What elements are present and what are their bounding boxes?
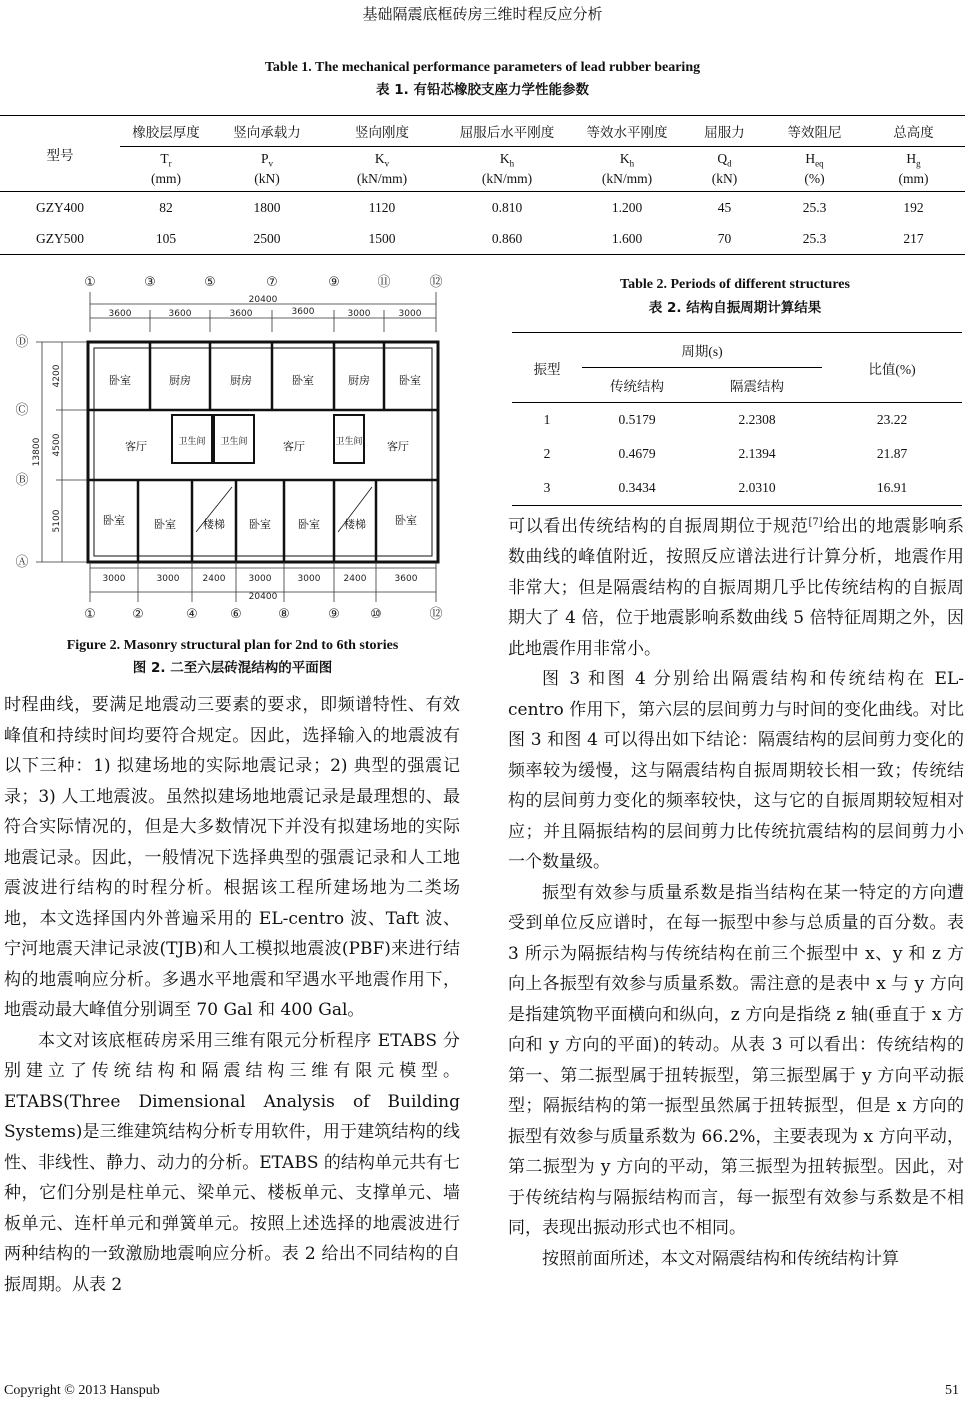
symbol-sub: v — [268, 158, 273, 169]
dim-label: 3000 — [102, 574, 126, 584]
axis-label: Ⓑ — [15, 473, 29, 488]
unit: (%) — [804, 171, 825, 187]
dim-label: 3000 — [248, 574, 272, 584]
table1-symbol-cell — [322, 147, 442, 192]
symbol: K — [619, 150, 630, 166]
dim-total: 13800 — [32, 437, 42, 467]
table-cell: 0.860 — [491, 230, 523, 246]
axis-label: Ⓐ — [15, 555, 29, 570]
table1-col-name: 等效水平刚度 — [586, 125, 668, 140]
axis-label: ② — [132, 607, 144, 622]
table-cell: 2.0310 — [738, 480, 776, 495]
dim-label: 3000 — [347, 309, 371, 319]
footer-page-number: 51 — [945, 1383, 959, 1398]
table-row — [0, 192, 965, 224]
paragraph: 按照前面所述，本文对隔震结构和传统结构计算 — [542, 1248, 899, 1269]
dim-label: 3000 — [398, 309, 422, 319]
symbol: Q — [717, 150, 728, 166]
table-cell: 25.3 — [802, 199, 827, 215]
symbol: K — [374, 150, 385, 166]
right-column-body — [508, 508, 964, 1274]
left-column-body — [4, 690, 460, 1300]
symbol-sub: d — [727, 158, 732, 169]
room-label: 卧室 — [154, 518, 176, 531]
unit: (kN/mm) — [356, 171, 408, 187]
axis-label: ⑫ — [429, 607, 443, 622]
unit: (mm) — [151, 171, 181, 187]
room-label: 客厅 — [283, 440, 305, 453]
table-cell: 2500 — [253, 230, 281, 246]
running-title: 基础隔震底框砖房三维时程反应分析 — [362, 5, 603, 23]
symbol-sub: r — [168, 158, 172, 169]
table-cell: 2.1394 — [738, 446, 776, 461]
symbol: K — [499, 150, 510, 166]
axis-label: ⑨ — [328, 607, 340, 622]
table-cell: 1120 — [368, 199, 396, 215]
table-row — [512, 471, 962, 506]
room-label: 卧室 — [298, 518, 320, 531]
table-cell: 70 — [717, 230, 732, 246]
symbol-sub: h — [509, 158, 515, 169]
table1-symbol-cell — [682, 147, 767, 192]
text-run: 给出的地震影响系数曲线的峰值附近，按照反应谱法进行计算分析，地震作用非常大；但是隔震结构的自振周期几乎比传统结构的自振周期大了 4 倍，位于地震影响系数曲线 5 倍特征周期之外，因此地震作用非常小。 — [508, 516, 965, 659]
room-label: 客厅 — [387, 440, 409, 453]
table-cell: 1800 — [253, 199, 281, 215]
table-cell: 1.200 — [611, 199, 643, 215]
symbol-sub: h — [629, 158, 635, 169]
paragraph: 时程曲线，要满足地震动三要素的要求，即频谱特性、有效峰值和持续时间均要符合规定。因此，选择输入的地震波有以下三种：1) 拟建场地的实际地震记录；2) 典型的强震记录；3) 人工地震波。虽然拟建场地地震记录是最理想的、最符合实际情况的，但是大多数情况下并没有拟建场地的实际地震记录。因此，一般情况下选择典型的强震记录和人工地震波进行结构的时程分析。根据该工程所建场地为二类场地，本文选择国内外普遍采用的 EL-centro 波、Taft 波、宁河地震天津记录波(TJB)和人工模拟地震波(PBF)来进行结构的地震响应分析。多遇水平地震和罕遇水平地震作用下，地震动最大峰值分别调至 70 Gal 和 400 Gal。 — [4, 695, 460, 1020]
table-cell: 0.810 — [491, 199, 523, 215]
axis-label: ⑥ — [230, 607, 242, 622]
dim-label: 3600 — [168, 309, 192, 319]
table-cell: 2.2308 — [738, 412, 776, 427]
room-label: 卧室 — [249, 518, 271, 531]
table2 — [512, 332, 962, 506]
table-row — [512, 437, 962, 471]
room-label: 楼梯 — [344, 518, 366, 531]
room-label: 厨房 — [169, 374, 191, 387]
symbol: T — [160, 150, 169, 166]
dim-total: 20400 — [248, 592, 278, 602]
citation-ref[interactable]: [7] — [808, 517, 823, 528]
table-cell: 45 — [717, 199, 732, 215]
axis-label: ① — [84, 275, 96, 290]
dim-total: 20400 — [248, 295, 278, 305]
table-cell: 0.5179 — [618, 412, 656, 427]
unit: (kN) — [711, 171, 738, 187]
table-cell: 3 — [543, 480, 551, 495]
table-cell: 0.3434 — [618, 480, 656, 495]
symbol: P — [260, 150, 269, 166]
top-axis-labels — [84, 275, 442, 290]
axis-label: ③ — [144, 275, 156, 290]
table1-symbol-cell — [442, 147, 572, 192]
table1 — [0, 115, 965, 255]
dim-label: 3000 — [156, 574, 180, 584]
axis-label: ① — [84, 607, 96, 622]
table2-traditional-header: 传统结构 — [582, 368, 692, 403]
room-label: 卧室 — [109, 374, 131, 387]
table-cell: 2 — [543, 446, 551, 461]
room-label: 卫生间 — [178, 437, 206, 447]
unit: (kN) — [254, 171, 280, 187]
table1-symbol-cell — [572, 147, 682, 192]
axis-label: Ⓓ — [15, 335, 29, 350]
room-label: 卫生间 — [335, 437, 363, 447]
unit: (kN/mm) — [481, 171, 533, 187]
table-cell: GZY500 — [36, 230, 84, 246]
axis-label: ⑪ — [377, 275, 391, 290]
symbol-sub: g — [916, 158, 921, 169]
table1-col-name: 总高度 — [893, 125, 934, 140]
dim-label: 2400 — [202, 574, 226, 584]
table-cell: 23.22 — [876, 412, 908, 427]
table-cell: 21.87 — [876, 446, 908, 461]
dim-label: 3000 — [297, 574, 321, 584]
figure2-caption-en: Figure 2. Masonry structural plan for 2nd to 6th stories — [66, 638, 399, 653]
table-cell: 1 — [543, 412, 551, 427]
table-cell: 1.600 — [611, 230, 643, 246]
table1-col-name: 屈服后水平刚度 — [459, 125, 555, 140]
table1-col-name: 屈服力 — [704, 125, 745, 140]
room-label: 楼梯 — [203, 518, 225, 531]
table2-period-header: 周期(s) — [582, 333, 822, 368]
axis-label: ④ — [186, 607, 198, 622]
axis-label: ⑧ — [278, 607, 290, 622]
table1-model-header: 型号 — [0, 116, 120, 192]
room-label: 卫生间 — [220, 437, 248, 447]
symbol-sub: v — [384, 158, 390, 169]
unit: (kN/mm) — [601, 171, 653, 187]
table-cell: 16.91 — [876, 480, 908, 495]
dim-label: 3600 — [108, 309, 132, 319]
axis-label: Ⓒ — [15, 403, 29, 418]
symbol-sub: eq — [815, 158, 824, 169]
dim-label: 2400 — [343, 574, 367, 584]
axis-label: ⑫ — [429, 275, 443, 290]
table-cell: 192 — [903, 199, 924, 215]
table-row — [0, 223, 965, 255]
room-label: 客厅 — [125, 440, 147, 453]
table1-symbol-cell — [862, 147, 965, 192]
dim-label: 5100 — [52, 509, 62, 533]
axis-label: ⑦ — [266, 275, 278, 290]
unit: (mm) — [898, 171, 929, 187]
paragraph: 本文对该底框砖房采用三维有限元分析程序 ETABS 分别建立了传统结构和隔震结构三维有限元模型。ETABS(Three Dimensional Analysis of Building Systems)是三维建筑结构分析专用软件，用于建筑结构的线性、非线性、静力、动力的分析。ETABS 的结构单元共有七种，它们分别是柱单元、梁单元、楼板单元、支撑单元、墙板单元、连杆单元和弹簧单元。按照上述选择的地震波进行两种结构的一致激励地震响应分析。表 2 给出不同结构的自振周期。从表 2 — [4, 1030, 460, 1295]
table2-caption-en: Table 2. Periods of different structures — [620, 277, 850, 292]
table-cell: GZY400 — [36, 199, 84, 215]
dim-label: 3600 — [291, 307, 315, 317]
table-cell: 105 — [155, 230, 177, 246]
table-cell: 25.3 — [802, 230, 827, 246]
table-row — [512, 403, 962, 438]
table1-col-name: 橡胶层厚度 — [132, 125, 200, 140]
room-label: 卧室 — [399, 374, 421, 387]
room-label: 厨房 — [230, 374, 252, 387]
footer-copyright: Copyright © 2013 Hanspub — [4, 1383, 160, 1398]
table2-isolated-header: 隔震结构 — [692, 368, 822, 403]
room-label: 卧室 — [103, 514, 125, 527]
paragraph — [508, 508, 964, 664]
table1-col-name: 竖向承载力 — [233, 125, 301, 140]
paragraph: 图 3 和图 4 分别给出隔震结构和传统结构在 EL-centro 作用下，第六层的层间剪力与时间的变化曲线。对比图 3 和图 4 可以得出如下结论：隔震结构的层间剪力变化的频率较为缓慢，这与隔震结构自振周期较长相一致；传统结构的层间剪力变化的频率较快，这与它的自振周期较短相对应；并且隔振结构的层间剪力比传统抗震结构的层间剪力小一个数量级。 — [508, 669, 964, 873]
axis-label: ⑨ — [328, 275, 340, 290]
table-cell: 1500 — [368, 230, 396, 246]
table-cell: 82 — [159, 199, 173, 215]
dim-label: 4500 — [52, 433, 62, 457]
dim-label: 3600 — [229, 309, 253, 319]
table1-symbol-cell — [767, 147, 862, 192]
table2-caption-zh: 表 2. 结构自振周期计算结果 — [648, 300, 822, 316]
table1-col-name: 等效阻尼 — [787, 125, 842, 140]
table1-symbol-cell — [120, 147, 212, 192]
table1-col-name: 竖向刚度 — [355, 125, 409, 140]
room-label: 卧室 — [292, 374, 314, 387]
table1-caption-zh: 表 1. 有铅芯橡胶支座力学性能参数 — [376, 82, 589, 98]
paragraph: 振型有效参与质量系数是指当结构在某一特定的方向遭受到单位反应谱时，在每一振型中参与总质量的百分数。表 3 所示为隔振结构与传统结构在前三个振型中 x、y 和 z 方向上各振型有效参与质量系数。需注意的是表中 x 与 y 方向是指建筑物平面横向和纵向，z 方向是指绕 z 轴(垂直于 x 方向和 y 方向的平面)的转动。从表 3 可以看出：传统结构的第一、第二振型属于扭转振型，第三振型属于 y 方向平动振型；隔振结构的第一振型虽然属于扭转振型，但是 x 方向的振型有效参与质量系数为 66.2%，主要表现为 x 方向平动，第二振型为 y 方向的平动，第三振型为扭转振型。因此，对于传统结构与隔振结构而言，每一振型有效参与系数是不相同，表现出振动形式也不相同。 — [508, 882, 964, 1239]
table2-mode-header: 振型 — [512, 333, 582, 403]
dim-label: 3600 — [394, 574, 418, 584]
symbol: H — [906, 150, 917, 166]
table-cell: 0.4679 — [618, 446, 656, 461]
symbol: H — [805, 150, 816, 166]
text-run: 可以看出传统结构的自振周期位于规范 — [508, 516, 809, 537]
table1-caption-en: Table 1. The mechanical performance parameters of lead rubber bearing — [264, 60, 701, 75]
figure2-caption-zh: 图 2. 二至六层砖混结构的平面图 — [132, 660, 333, 676]
room-label: 卧室 — [395, 514, 417, 527]
table-cell: 217 — [903, 230, 924, 246]
room-label: 厨房 — [348, 374, 370, 387]
floor-plan-drawing — [8, 272, 470, 628]
axis-label: ⑩ — [370, 607, 382, 622]
table1-symbol-cell — [212, 147, 322, 192]
dim-label: 4200 — [52, 364, 62, 388]
axis-label: ⑤ — [204, 275, 216, 290]
table2-ratio-header: 比值(%) — [822, 333, 962, 403]
